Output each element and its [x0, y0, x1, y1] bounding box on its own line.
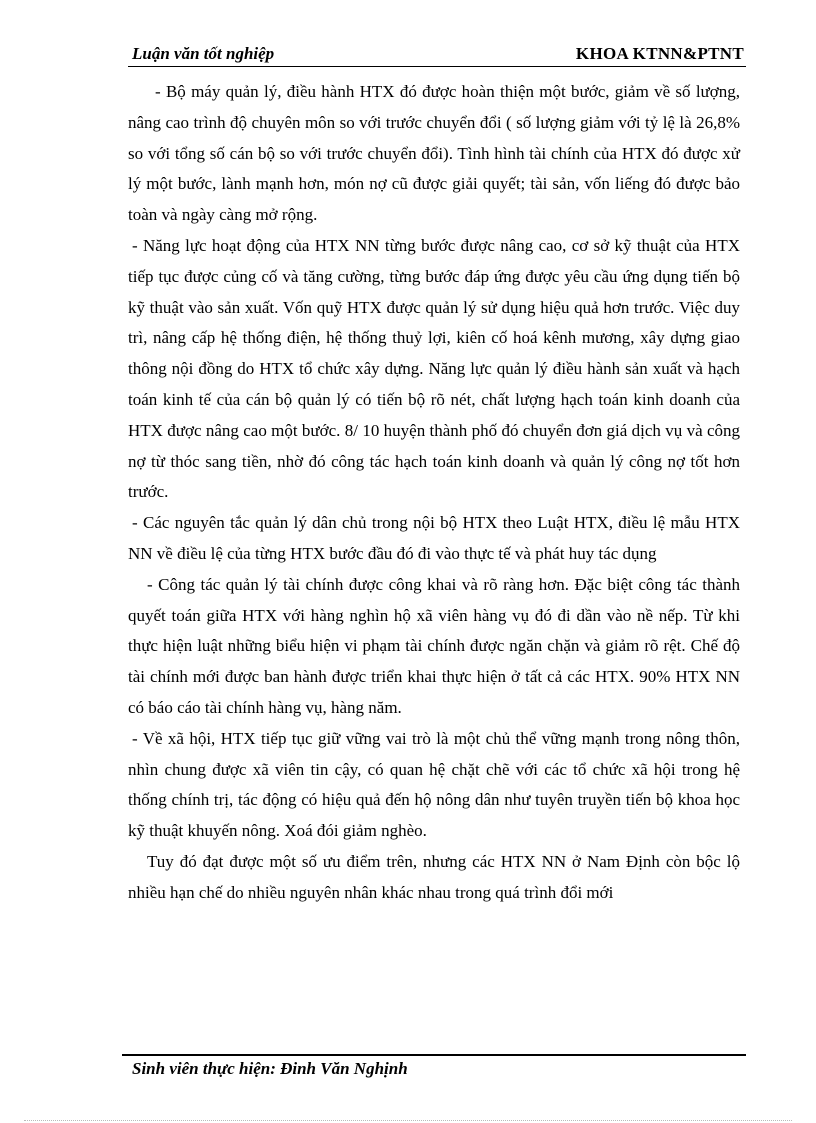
paragraph-social-role: - Về xã hội, HTX tiếp tục giữ vững vai trò là một chủ thể vững mạnh trong nông thôn, nhìn chung được xã viên tin cậy, có quan hệ chặt chẽ với các tổ chức xã hội trong hệ thống chính trị, tác động có hiệu quả đến hộ nông dân như tuyên truyền tiến bộ khoa học kỹ thuật khuyến nông. Xoá đói giảm nghèo. [128, 728, 740, 841]
header-faculty-label: KHOA KTNN&PTNT [575, 44, 744, 63]
paragraph-limitations: Tuy đó đạt được một số ưu điểm trên, nhưng các HTX NN ở Nam Định còn bộc lộ nhiều hạn chế do nhiều nguyên nhân khác nhau trong quá trình đổi mới [128, 851, 740, 902]
header-thesis-label: Luận văn tốt nghiệp [132, 44, 275, 63]
page-header [128, 44, 746, 67]
paragraph-financial-management: - Công tác quản lý tài chính được công khai và rõ ràng hơn. Đặc biệt công tác thành quyết toán giữa HTX với hàng nghìn hộ xã viên hàng vụ đó đi dần vào nề nếp. Từ khi thực hiện luật những biểu hiện vi phạm tài chính được ngăn chặn và giảm rõ rệt. Chế độ tài chính mới được ban hành được triển khai thực hiện ở tất cả các HTX. 90% HTX NN có báo cáo tài chính hàng vụ, hàng năm. [128, 574, 740, 717]
paragraph-democratic-principles: - Các nguyên tắc quản lý dân chủ trong nội bộ HTX theo Luật HTX, điều lệ mẫu HTX NN về điều lệ của từng HTX bước đầu đó đi vào thực tế và phát huy tác dụng [128, 513, 740, 563]
body-text [128, 77, 740, 909]
footer-author: Sinh viên thực hiện: Đinh Văn Nghịnh [132, 1059, 408, 1078]
paragraph-operational-capacity: - Năng lực hoạt động của HTX NN từng bước được nâng cao, cơ sở kỹ thuật của HTX tiếp tục được củng cố và tăng cường, từng bước đáp ứng được yêu cầu ứng dụng tiến bộ kỹ thuật vào sản xuất. Vốn quỹ HTX được quản lý sử dụng hiệu quả hơn trước. Việc duy trì, nâng cấp hệ thống điện, hệ thống thuỷ lợi, kiên cố hoá kênh mương, xây dựng giao thông nội đồng do HTX tổ chức xây dựng. Năng lực quản lý điều hành sản xuất và hạch toán kinh tế của cán bộ quản lý có tiến bộ rõ nét, chất lượng hạch toán kinh doanh của HTX được nâng cao một bước. 8/ 10 huyện thành phố đó chuyển đơn giá dịch vụ và công nợ từ thóc sang tiền, nhờ đó công tác hạch toán kinh doanh và quản lý công nợ tốt hơn trước. [128, 235, 740, 502]
footer-divider [122, 1054, 746, 1056]
paragraph-management-apparatus: - Bộ máy quản lý, điều hành HTX đó được hoàn thiện một bước, giảm về số lượng, nâng cao trình độ chuyên môn so với trước chuyển đổi ( số lượng giảm với tỷ lệ là 26,8% so với tổng số cán bộ so với trước chuyển đổi). Tình hình tài chính của HTX đó được xử lý một bước, lành mạnh hơn, món nợ cũ được giải quyết; tài sản, vốn liếng đó được bảo toàn và ngày càng mở rộng. [128, 82, 740, 225]
page-bottom-border [24, 1120, 792, 1121]
